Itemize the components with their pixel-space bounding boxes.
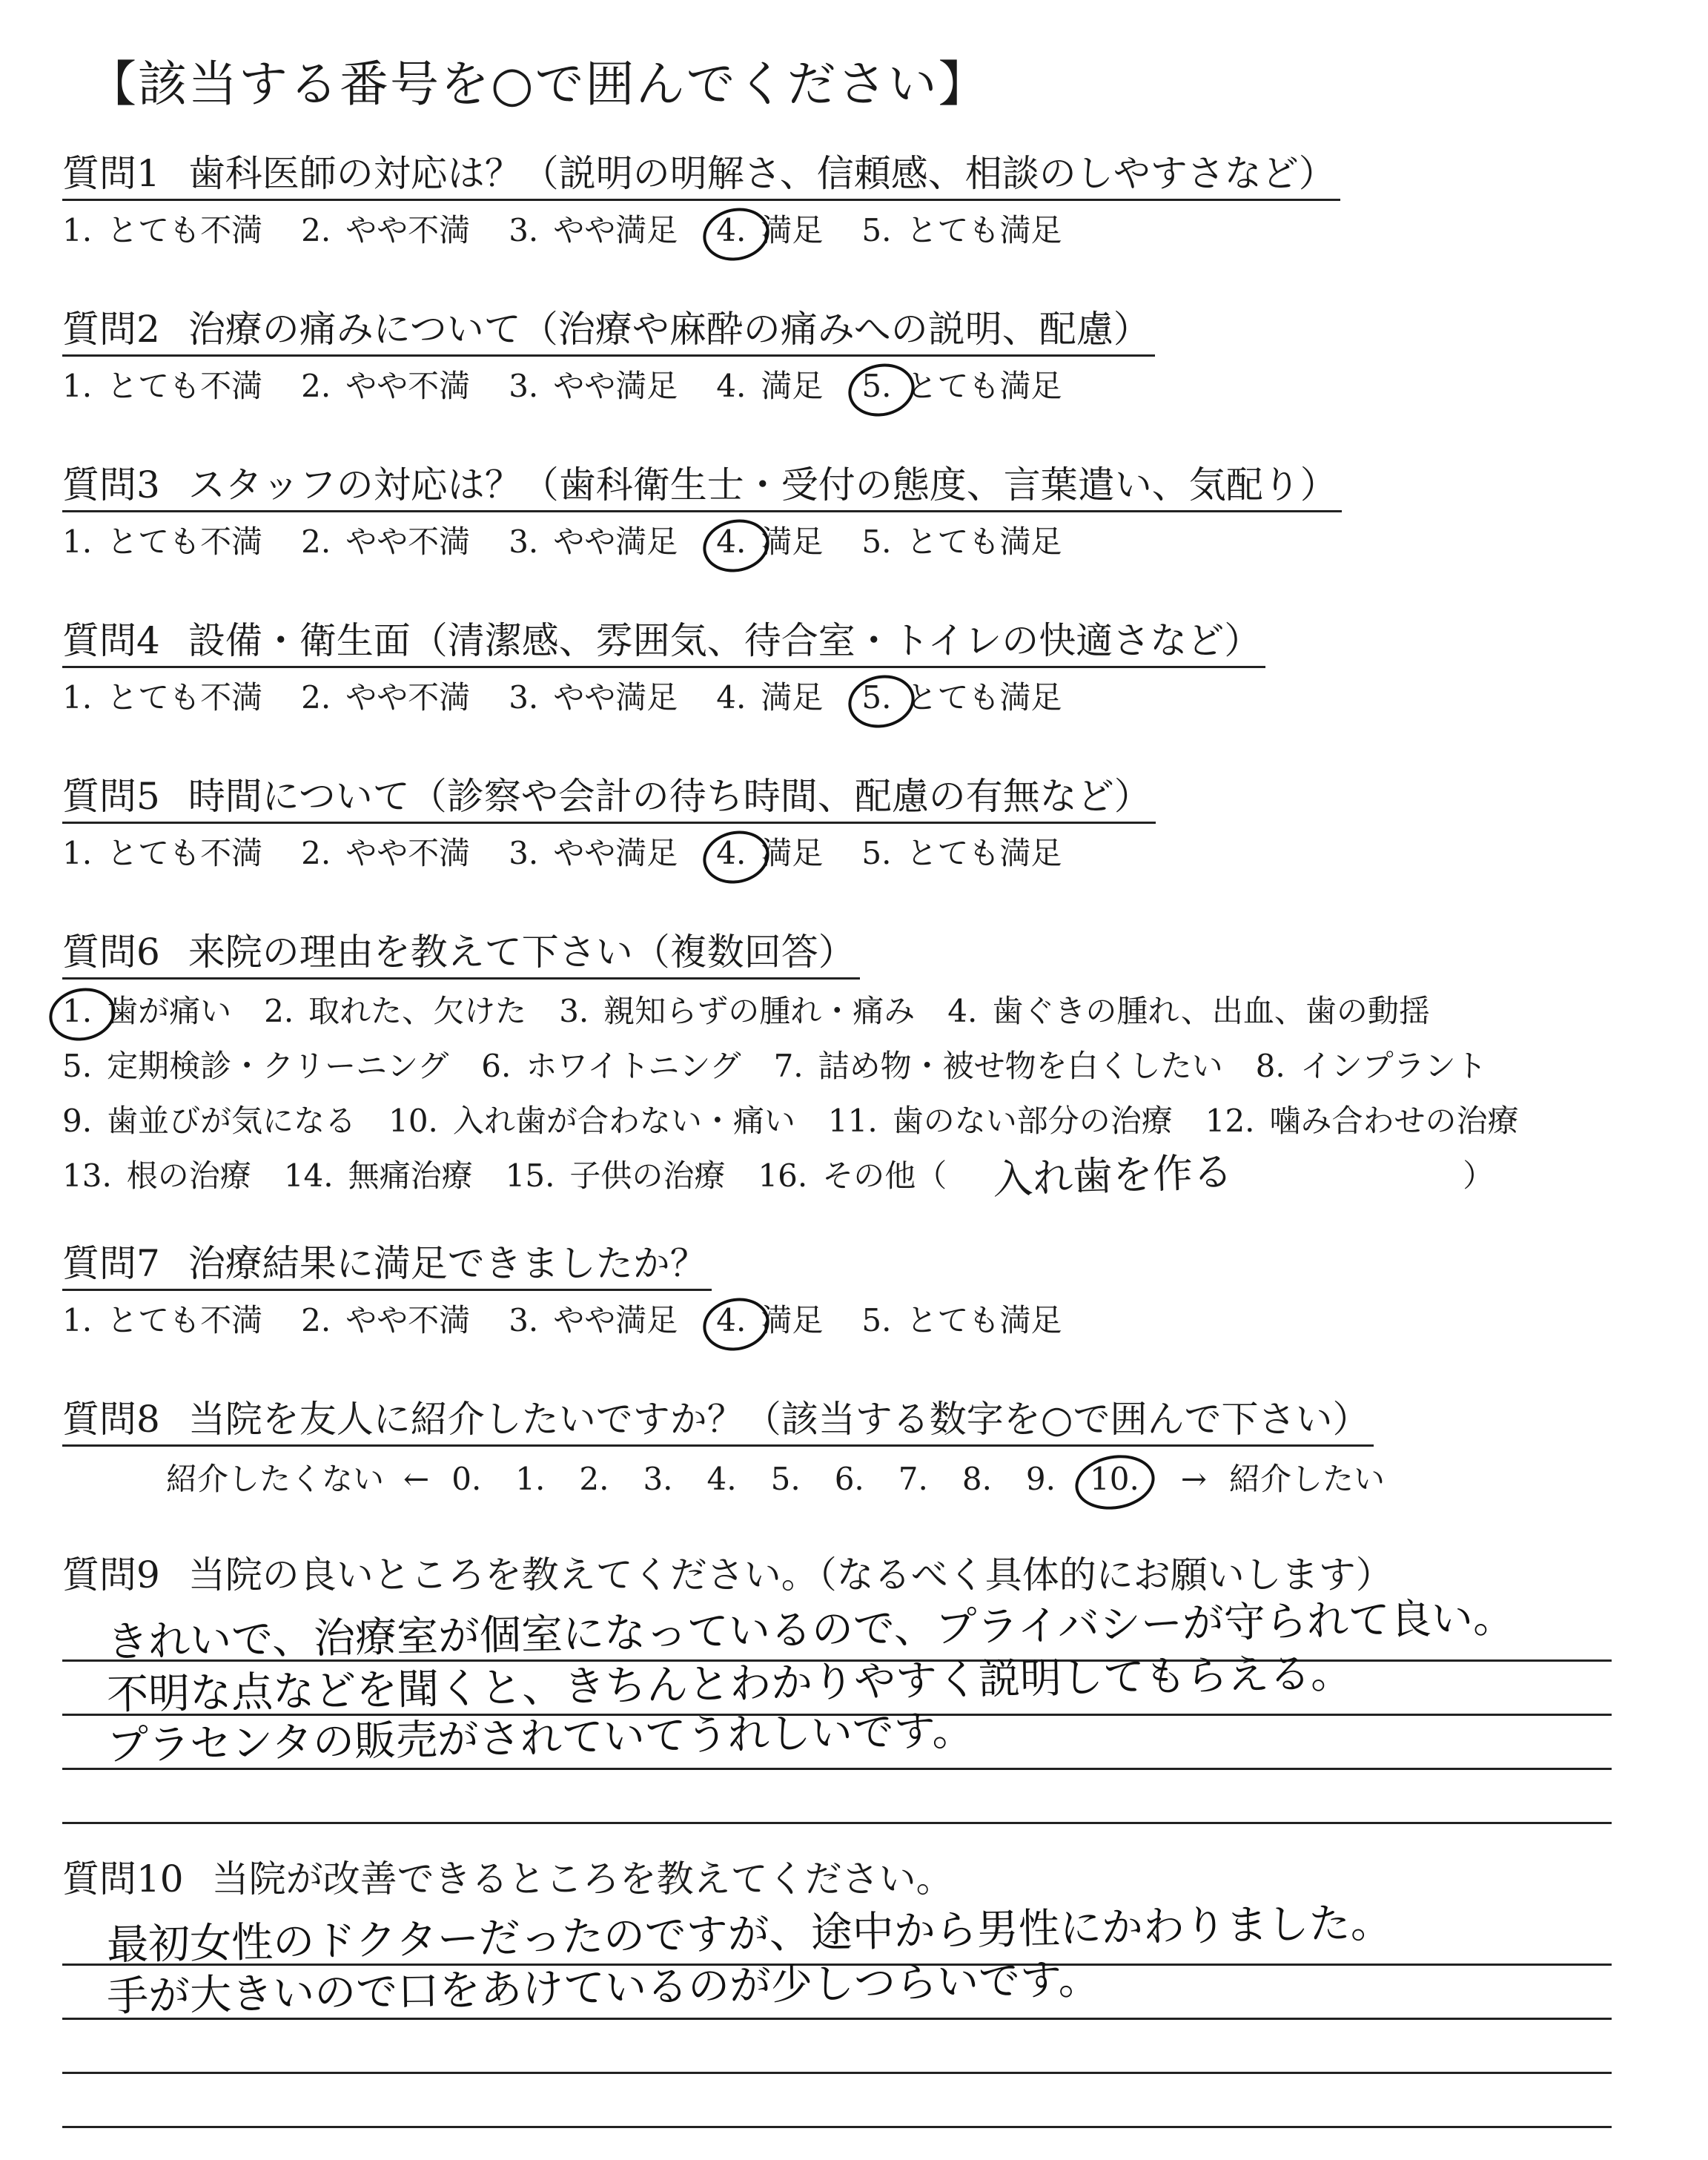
choice-label: やや不満 bbox=[345, 524, 471, 560]
handwritten-answer: きれいで、治療室が個室になっているので、プライバシーが守られて良い。 bbox=[106, 1593, 1515, 1667]
scale-option[interactable]: 0. bbox=[451, 1461, 482, 1497]
page-title: 【該当する番号を○で囲んでください】 bbox=[87, 56, 989, 113]
handwritten-answer: プラセンタの販売がされていてうれしいです。 bbox=[106, 1706, 974, 1771]
choice-option[interactable] bbox=[62, 1039, 448, 1094]
choice-label: やや満足 bbox=[553, 368, 678, 404]
choice-option[interactable] bbox=[481, 1039, 741, 1094]
question-text: 治療の痛みについて（治療や麻酔の痛みへの説明、配慮） bbox=[188, 308, 1151, 351]
scale-option[interactable]: 3. bbox=[643, 1461, 673, 1497]
scale-option[interactable]: 4. bbox=[706, 1461, 737, 1497]
question-text: 歯科医師の対応は？（説明の明解さ、信頼感、相談のしやすさなど） bbox=[188, 152, 1336, 195]
question-heading bbox=[62, 148, 1340, 201]
question-number: 質問2 bbox=[62, 308, 160, 351]
other-close-paren: ） bbox=[1463, 1157, 1494, 1194]
choice-label: 親知らずの腫れ・痛み bbox=[603, 993, 916, 1029]
choice-option[interactable] bbox=[284, 1149, 473, 1203]
question-heading bbox=[62, 460, 1342, 512]
question-number: 質問7 bbox=[62, 1242, 160, 1285]
choice-label: とても不満 bbox=[107, 524, 263, 560]
choice-label: 満足 bbox=[761, 835, 824, 871]
choice-option[interactable] bbox=[559, 984, 915, 1039]
question-2 bbox=[62, 304, 1649, 413]
choice-option[interactable] bbox=[62, 827, 262, 880]
choice-label: とても不満 bbox=[107, 835, 263, 871]
choice-label: とても満足 bbox=[906, 524, 1062, 560]
question-heading bbox=[62, 304, 1155, 357]
choice-option[interactable] bbox=[509, 1294, 678, 1347]
choice-option[interactable] bbox=[947, 984, 1430, 1039]
answer-line[interactable] bbox=[62, 2074, 1612, 2128]
question-number: 質問1 bbox=[62, 152, 160, 195]
question-heading bbox=[62, 771, 1156, 824]
reason-list bbox=[62, 984, 1649, 1203]
choice-number: 5. bbox=[861, 1302, 892, 1338]
choice-number: 7. bbox=[773, 1048, 804, 1084]
question-4 bbox=[62, 615, 1649, 724]
answer-lines bbox=[62, 1898, 1649, 2128]
choice-label: その他（ bbox=[822, 1157, 947, 1194]
question-number: 質問5 bbox=[62, 775, 160, 818]
choice-number: 4. bbox=[947, 993, 978, 1029]
question-5 bbox=[62, 771, 1649, 880]
question-number: 質問6 bbox=[62, 931, 160, 974]
question-number: 質問8 bbox=[62, 1398, 160, 1441]
choice-number: 1. bbox=[62, 993, 93, 1029]
choice-number: 6. bbox=[481, 1048, 512, 1084]
scale-option[interactable]: 6. bbox=[834, 1461, 864, 1497]
choice-number: 1. bbox=[62, 524, 93, 560]
choice-number: 15. bbox=[505, 1157, 555, 1194]
choice-number: 3. bbox=[509, 524, 539, 560]
choice-option[interactable] bbox=[774, 1039, 1223, 1094]
choice-label: やや不満 bbox=[345, 212, 471, 248]
answer-line[interactable] bbox=[62, 1706, 1612, 1771]
choice-option[interactable] bbox=[1205, 1094, 1519, 1149]
choice-option[interactable] bbox=[301, 515, 470, 569]
question-heading bbox=[62, 1854, 958, 1904]
handwritten-answer: 手が大きいので口をあけているのが少しつらいです。 bbox=[106, 1955, 1101, 2021]
choice-option[interactable] bbox=[388, 1094, 795, 1149]
choice-number: 5. bbox=[861, 212, 892, 248]
question-text: 時間について（診察や会計の待ち時間、配慮の有無など） bbox=[188, 775, 1151, 818]
choice-option[interactable] bbox=[716, 360, 823, 413]
choice-number: 8. bbox=[1255, 1048, 1285, 1084]
choice-label: 満足 bbox=[761, 1302, 824, 1338]
choice-label: 噛み合わせの治療 bbox=[1269, 1103, 1519, 1139]
choice-label: やや満足 bbox=[553, 679, 678, 716]
question-text: 当院を友人に紹介したいですか？（該当する数字を○で囲んで下さい） bbox=[188, 1398, 1370, 1441]
choice-label: ホワイトニング bbox=[526, 1048, 741, 1084]
choice-number: 5. bbox=[861, 679, 892, 716]
scale-option[interactable]: 1. bbox=[515, 1461, 546, 1497]
reason-row bbox=[62, 1039, 1649, 1094]
question-number: 質問3 bbox=[62, 463, 160, 506]
choice-list bbox=[62, 671, 1649, 724]
choice-number: 2. bbox=[264, 993, 294, 1029]
choice-option[interactable] bbox=[861, 1294, 1062, 1347]
choice-label: 歯が痛い bbox=[107, 993, 232, 1029]
choice-label: 満足 bbox=[761, 679, 824, 716]
choice-option[interactable] bbox=[509, 360, 678, 413]
choice-number: 2. bbox=[301, 524, 331, 560]
choice-list bbox=[62, 515, 1649, 569]
choice-label: 入れ歯が合わない・痛い bbox=[452, 1103, 795, 1139]
choice-label: 詰め物・被せ物を白くしたい bbox=[818, 1048, 1223, 1084]
choice-option[interactable] bbox=[861, 671, 1062, 724]
choice-number: 5. bbox=[861, 368, 892, 404]
question-text: 設備・衛生面（清潔感、雰囲気、待合室・トイレの快適さなど） bbox=[188, 619, 1262, 662]
choice-option[interactable] bbox=[758, 1149, 947, 1203]
choice-list bbox=[62, 360, 1649, 413]
scale-option[interactable]: 9. bbox=[1025, 1461, 1056, 1497]
question-text: 当院が改善できるところを教えてください。 bbox=[211, 1857, 953, 1900]
choice-number: 4. bbox=[716, 835, 747, 871]
choice-label: 根の治療 bbox=[126, 1157, 251, 1194]
choice-number: 14. bbox=[283, 1157, 334, 1194]
question-text: 治療結果に満足できましたか？ bbox=[188, 1242, 707, 1285]
choice-option[interactable] bbox=[716, 671, 823, 724]
choice-label: 無痛治療 bbox=[348, 1157, 473, 1194]
choice-option[interactable] bbox=[506, 1149, 726, 1203]
question-3 bbox=[62, 460, 1649, 569]
choice-label: やや満足 bbox=[553, 524, 678, 560]
question-1 bbox=[62, 148, 1649, 257]
choice-label: やや不満 bbox=[345, 835, 471, 871]
question-9 bbox=[62, 1550, 1649, 1824]
reason-row bbox=[62, 1094, 1649, 1149]
choice-number: 2. bbox=[301, 212, 331, 248]
answer-lines bbox=[62, 1593, 1649, 1824]
choice-number: 3. bbox=[509, 212, 539, 248]
choice-number: 16. bbox=[758, 1157, 808, 1194]
choice-number: 2. bbox=[301, 835, 331, 871]
choice-label: とても不満 bbox=[107, 679, 263, 716]
choice-option[interactable] bbox=[62, 1294, 262, 1347]
question-text: スタッフの対応は？（歯科衛生士・受付の態度、言葉遣い、気配り） bbox=[188, 463, 1337, 506]
choice-number: 4. bbox=[716, 368, 747, 404]
answer-line[interactable] bbox=[62, 1770, 1612, 1824]
choice-option[interactable] bbox=[301, 671, 470, 724]
choice-option[interactable] bbox=[716, 515, 823, 569]
choice-number: 4. bbox=[716, 212, 747, 248]
choice-label: 子供の治療 bbox=[569, 1157, 726, 1194]
choice-label: やや満足 bbox=[553, 1302, 678, 1338]
scale-option[interactable]: 2. bbox=[579, 1461, 609, 1497]
choice-number: 12. bbox=[1205, 1103, 1255, 1139]
choice-option[interactable] bbox=[509, 515, 678, 569]
choice-list bbox=[62, 1294, 1649, 1347]
choice-label: とても満足 bbox=[906, 679, 1062, 716]
choice-option[interactable] bbox=[1256, 1039, 1487, 1094]
question-text: 当院の良いところを教えてください。（なるべく具体的にお願いします） bbox=[188, 1553, 1393, 1596]
choice-number: 1. bbox=[62, 368, 93, 404]
answer-line[interactable] bbox=[62, 2020, 1612, 2074]
scale-option[interactable]: 10. bbox=[1090, 1450, 1139, 1509]
choice-label: インプラント bbox=[1300, 1048, 1487, 1084]
scale-option[interactable]: 5. bbox=[770, 1461, 801, 1497]
choice-number: 2. bbox=[301, 368, 331, 404]
choice-option[interactable] bbox=[62, 360, 262, 413]
choice-label: 定期検診・クリーニング bbox=[107, 1048, 449, 1084]
choice-number: 5. bbox=[861, 524, 892, 560]
choice-list bbox=[62, 827, 1649, 880]
left-arrow-icon: ← bbox=[403, 1461, 430, 1497]
choice-number: 2. bbox=[301, 1302, 331, 1338]
choice-number: 5. bbox=[861, 835, 892, 871]
question-6 bbox=[62, 927, 1649, 1203]
reason-row bbox=[62, 1149, 1649, 1203]
choice-number: 10. bbox=[388, 1103, 438, 1139]
choice-option[interactable] bbox=[301, 360, 470, 413]
choice-label: とても満足 bbox=[906, 368, 1062, 404]
question-number: 質問9 bbox=[62, 1553, 160, 1596]
choice-option[interactable] bbox=[62, 1094, 356, 1149]
choice-label: とても満足 bbox=[906, 835, 1062, 871]
question-number: 質問10 bbox=[62, 1857, 184, 1900]
choice-label: 歯並びが気になる bbox=[107, 1103, 357, 1139]
choice-label: とても満足 bbox=[906, 212, 1062, 248]
choice-option[interactable] bbox=[264, 984, 526, 1039]
scale-right-label: 紹介したい bbox=[1229, 1461, 1386, 1497]
reason-row bbox=[62, 984, 1649, 1039]
choice-label: とても不満 bbox=[107, 212, 263, 248]
question-10 bbox=[62, 1854, 1649, 2128]
handwritten-answer: 不明な点などを聞くと、きちんとわかりやすく説明してもらえる。 bbox=[106, 1649, 1353, 1720]
choice-label: とても不満 bbox=[107, 368, 263, 404]
choice-number: 1. bbox=[62, 679, 93, 716]
choice-number: 9. bbox=[62, 1103, 93, 1139]
question-heading bbox=[62, 1394, 1374, 1447]
question-heading bbox=[62, 615, 1265, 668]
choice-label: 満足 bbox=[761, 524, 824, 560]
choice-option[interactable] bbox=[716, 204, 823, 257]
choice-number: 4. bbox=[716, 679, 747, 716]
scale-option[interactable]: 7. bbox=[898, 1461, 928, 1497]
right-arrow-icon: → bbox=[1180, 1461, 1207, 1497]
choice-option[interactable] bbox=[861, 515, 1062, 569]
choice-number: 11. bbox=[827, 1103, 878, 1139]
choice-option[interactable] bbox=[828, 1094, 1173, 1149]
choice-option[interactable] bbox=[301, 1294, 470, 1347]
choice-option[interactable] bbox=[62, 1149, 251, 1203]
choice-number: 1. bbox=[62, 212, 93, 248]
question-7 bbox=[62, 1238, 1649, 1347]
choice-number: 3. bbox=[509, 679, 539, 716]
choice-number: 2. bbox=[301, 679, 331, 716]
choice-option[interactable] bbox=[62, 984, 231, 1039]
question-text: 来院の理由を教えて下さい（複数回答） bbox=[188, 931, 855, 974]
choice-number: 3. bbox=[509, 835, 539, 871]
scale-left-label: 紹介したくない bbox=[166, 1461, 385, 1497]
choice-number: 1. bbox=[62, 1302, 93, 1338]
choice-label: やや不満 bbox=[345, 679, 471, 716]
choice-option[interactable] bbox=[716, 827, 823, 880]
choice-option[interactable] bbox=[62, 204, 262, 257]
choice-option[interactable] bbox=[861, 204, 1062, 257]
choice-label: 満足 bbox=[761, 212, 824, 248]
handwritten-answer: 最初女性のドクターだったのですが、途中から男性にかわりました。 bbox=[106, 1898, 1393, 1970]
choice-label: 満足 bbox=[761, 368, 824, 404]
choice-option[interactable] bbox=[861, 827, 1062, 880]
choice-option[interactable] bbox=[301, 204, 470, 257]
choice-number: 5. bbox=[62, 1048, 93, 1084]
choice-option[interactable] bbox=[861, 360, 1062, 413]
choice-label: 歯のない部分の治療 bbox=[892, 1103, 1173, 1139]
choice-number: 4. bbox=[716, 524, 747, 560]
choice-number: 3. bbox=[509, 368, 539, 404]
choice-label: 取れた、欠けた bbox=[308, 993, 527, 1029]
choice-number: 1. bbox=[62, 835, 93, 871]
question-heading bbox=[62, 1238, 712, 1291]
choice-option[interactable] bbox=[509, 671, 678, 724]
choice-number: 13. bbox=[62, 1157, 112, 1194]
choice-number: 3. bbox=[509, 1302, 539, 1338]
question-number: 質問4 bbox=[62, 619, 160, 662]
other-handwritten-answer: 入れ歯を作る bbox=[992, 1148, 1234, 1203]
choice-label: とても不満 bbox=[107, 1302, 263, 1338]
question-heading bbox=[62, 927, 860, 980]
question-8 bbox=[62, 1394, 1649, 1509]
choice-option[interactable] bbox=[62, 671, 262, 724]
choice-number: 4. bbox=[716, 1302, 747, 1338]
choice-option[interactable] bbox=[301, 827, 470, 880]
choice-option[interactable] bbox=[509, 827, 678, 880]
answer-line[interactable] bbox=[62, 1955, 1612, 2021]
choice-number: 3. bbox=[559, 993, 589, 1029]
choice-option[interactable] bbox=[62, 515, 262, 569]
recommend-scale bbox=[166, 1450, 1649, 1509]
choice-label: 歯ぐきの腫れ、出血、歯の動揺 bbox=[992, 993, 1430, 1029]
scale-option[interactable]: 8. bbox=[961, 1461, 992, 1497]
choice-label: とても満足 bbox=[906, 1302, 1062, 1338]
choice-label: やや満足 bbox=[553, 212, 678, 248]
choice-label: やや不満 bbox=[345, 368, 471, 404]
choice-option[interactable] bbox=[716, 1294, 823, 1347]
choice-list bbox=[62, 204, 1649, 257]
choice-label: やや満足 bbox=[553, 835, 678, 871]
choice-label: やや不満 bbox=[345, 1302, 471, 1338]
choice-option[interactable] bbox=[509, 204, 678, 257]
